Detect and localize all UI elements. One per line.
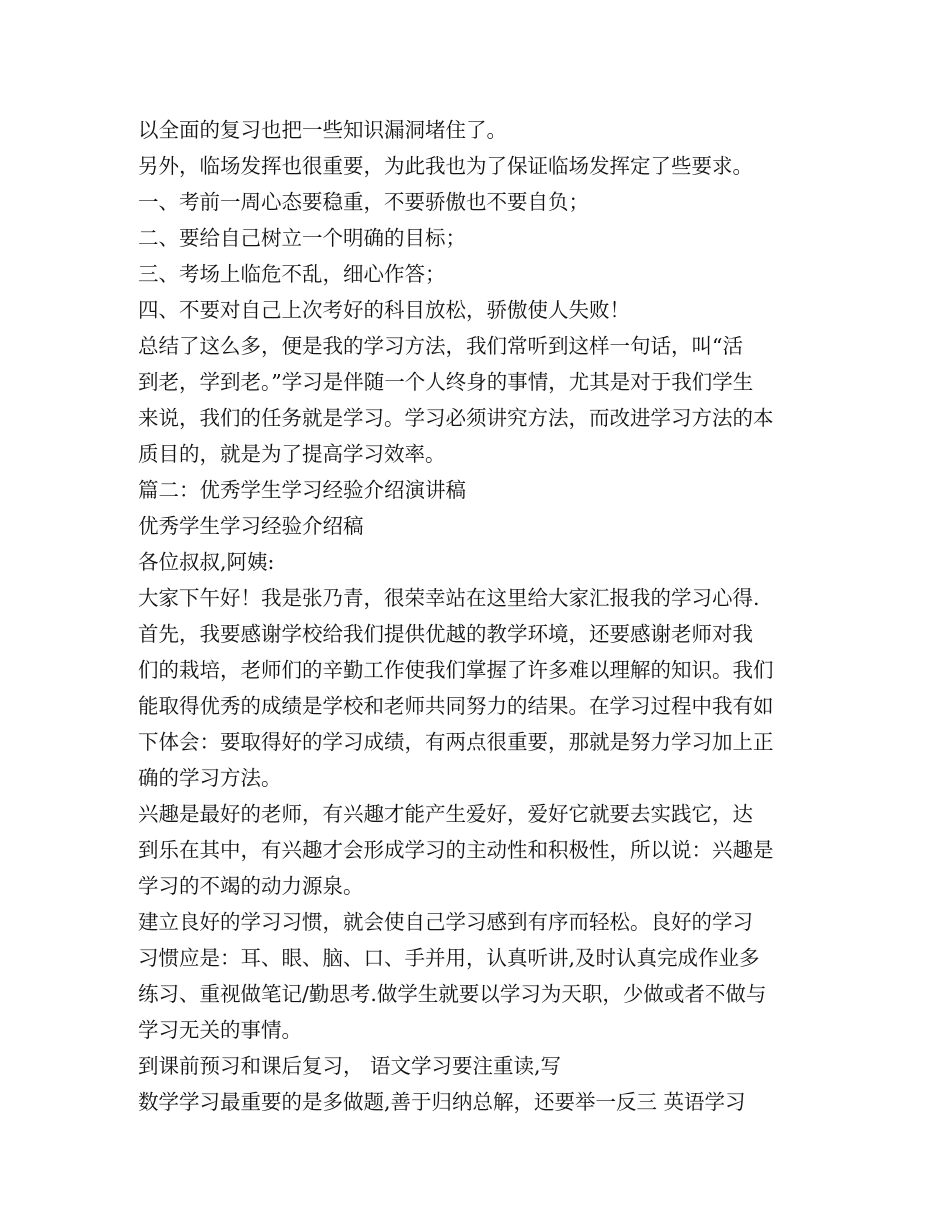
section-heading: 篇二：优秀学生学习经验介绍演讲稿 bbox=[138, 478, 466, 502]
text-line: 学习无关的事情。 bbox=[138, 1018, 302, 1042]
text-line: 学习的不竭的动力源泉。 bbox=[138, 874, 364, 898]
text-line: 习惯应是：耳、眼、脑、口、手并用，认真听讲,及时认真完成作业多 bbox=[138, 946, 760, 970]
text-line: 质目的，就是为了提高学习效率。 bbox=[138, 442, 446, 466]
document-title: 优秀学生学习经验介绍稿 bbox=[138, 514, 364, 538]
text-line: 兴趣是最好的老师，有兴趣才能产生爱好，爱好它就要去实践它，达 bbox=[138, 802, 753, 826]
text-line: 总结了这么多，便是我的学习方法，我们常听到这样一句话，叫“活 bbox=[138, 334, 743, 358]
text-line: 们的栽培，老师们的辛勤工作使我们掌握了许多难以理解的知识。我们 bbox=[138, 658, 774, 682]
text-line: 二、要给自己树立一个明确的目标； bbox=[138, 226, 466, 250]
text-line: 下体会：要取得好的学习成绩，有两点很重要，那就是努力学习加上正 bbox=[138, 730, 774, 754]
text-line: 另外，临场发挥也很重要，为此我也为了保证临场发挥定了些要求。 bbox=[138, 154, 753, 178]
text-line: 到乐在其中，有兴趣才会形成学习的主动性和积极性，所以说：兴趣是 bbox=[138, 838, 774, 862]
text-line: 能取得优秀的成绩是学校和老师共同努力的结果。在学习过程中我有如 bbox=[138, 694, 774, 718]
text-line: 三、考场上临危不乱，细心作答； bbox=[138, 262, 446, 286]
text-line: 练习、重视做笔记/勤思考.做学生就要以学习为天职，少做或者不做与 bbox=[138, 982, 767, 1006]
text-line: 首先，我要感谢学校给我们提供优越的教学环境，还要感谢老师对我 bbox=[138, 622, 753, 646]
text-line: 大家下午好！我是张乃青，很荣幸站在这里给大家汇报我的学习心得. bbox=[138, 586, 760, 610]
text-line: 一、考前一周心态要稳重，不要骄傲也不要自负； bbox=[138, 190, 589, 214]
text-line: 确的学习方法。 bbox=[138, 766, 282, 790]
text-line: 数学学习最重要的是多做题,善于归纳总解，还要举一反三 英语学习 bbox=[138, 1090, 746, 1114]
text-line: 到课前预习和课后复习， 语文学习要注重读,写 bbox=[138, 1054, 562, 1078]
text-line: 到老，学到老。”学习是伴随一个人终身的事情，尤其是对于我们学生 bbox=[138, 370, 754, 394]
document-body bbox=[138, 112, 818, 1120]
text-line: 以全面的复习也把一些知识漏洞堵住了。 bbox=[138, 118, 507, 142]
text-line: 建立良好的学习习惯，就会使自己学习感到有序而轻松。良好的学习 bbox=[138, 910, 753, 934]
salutation: 各位叔叔,阿姨: bbox=[138, 550, 275, 574]
text-line: 来说，我们的任务就是学习。学习必须讲究方法，而改进学习方法的本 bbox=[138, 406, 774, 430]
text-line: 四、不要对自己上次考好的科目放松，骄傲使人失败！ bbox=[138, 298, 630, 322]
